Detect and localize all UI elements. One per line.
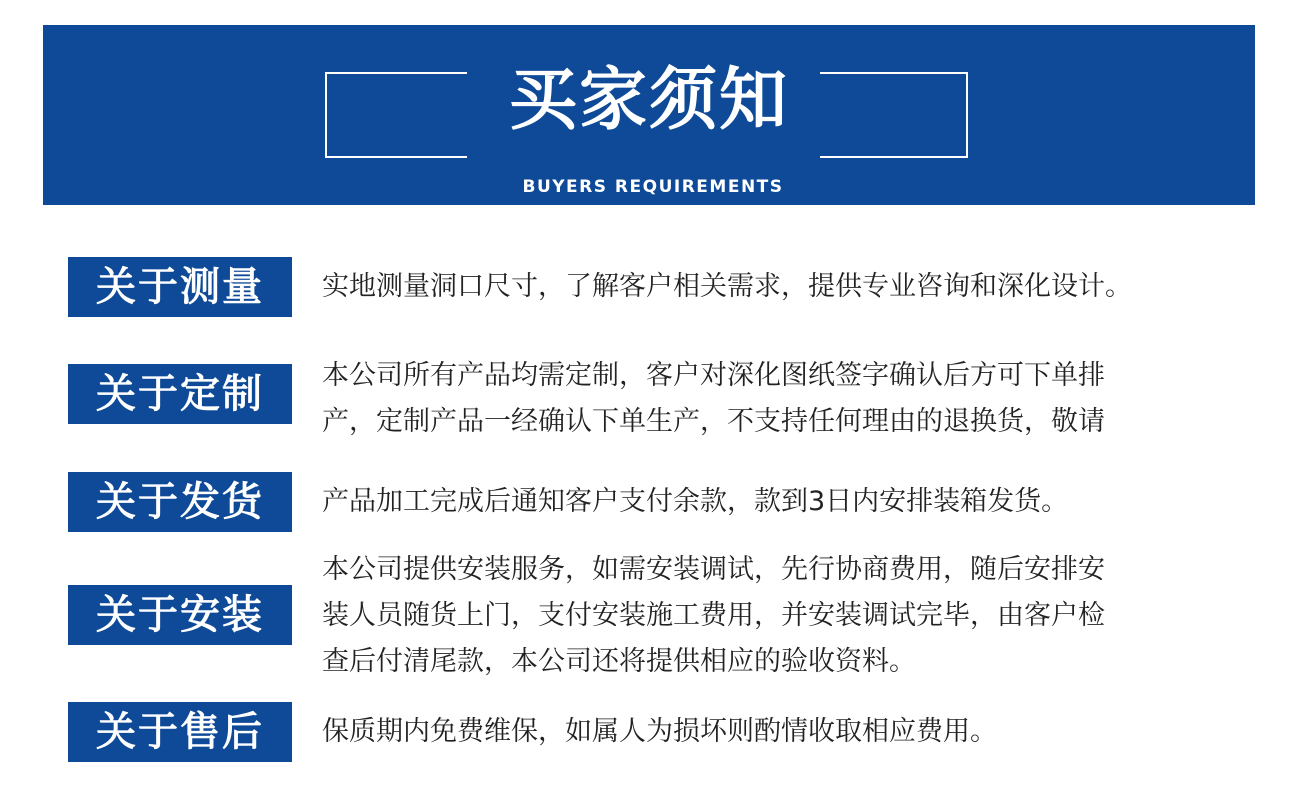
section-label-measurement: 关于测量 <box>68 257 292 317</box>
desc-line: 实地测量洞口尺寸，了解客户相关需求，提供专业咨询和深化设计。 <box>322 271 1132 302</box>
page-subtitle: BUYERS REQUIREMENTS <box>522 177 784 197</box>
section-label-after-sales: 关于售后 <box>68 702 292 762</box>
section-label-customization: 关于定制 <box>68 364 292 424</box>
section-desc-installation <box>322 547 1222 685</box>
section-desc-after-sales <box>322 709 1222 755</box>
section-desc-measurement <box>322 264 1222 310</box>
desc-line: 本公司所有产品均需定制，客户对深化图纸签字确认后方可下单排 <box>322 360 1105 391</box>
section-desc-shipping <box>322 479 1222 525</box>
section-desc-customization <box>322 353 1222 445</box>
desc-line: 本公司提供安装服务，如需安装调试，先行协商费用，随后安排安 <box>322 554 1105 585</box>
desc-line: 产，定制产品一经确认下单生产，不支持任何理由的退换货，敬请 <box>322 406 1105 437</box>
section-label-shipping: 关于发货 <box>68 472 292 532</box>
header-banner <box>43 25 1255 205</box>
desc-line: 保质期内免费维保，如属人为损坏则酌情收取相应费用。 <box>322 716 997 747</box>
section-label-installation: 关于安装 <box>68 585 292 645</box>
desc-line: 产品加工完成后通知客户支付余款，款到3日内安排装箱发货。 <box>322 486 1069 517</box>
desc-line: 查后付清尾款，本公司还将提供相应的验收资料。 <box>322 646 916 677</box>
desc-line: 装人员随货上门，支付安装施工费用，并安装调试完毕，由客户检 <box>322 600 1105 631</box>
page-title: 买家须知 <box>508 61 789 140</box>
